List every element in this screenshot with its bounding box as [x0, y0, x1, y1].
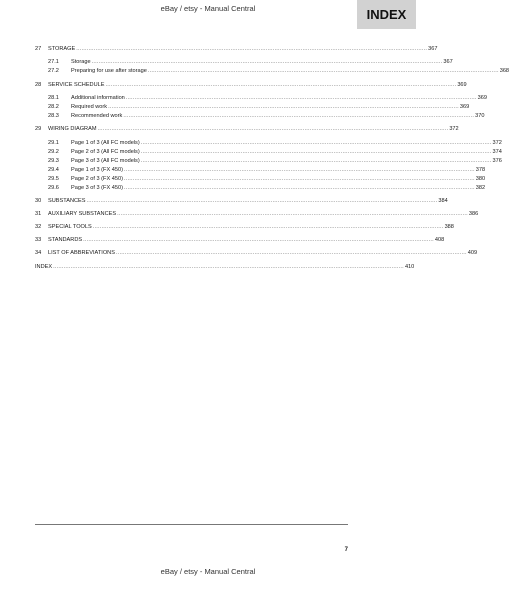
section-tab-index: INDEX: [357, 0, 416, 29]
toc-entry: [35, 223, 454, 231]
toc-entry-title: Storage: [71, 59, 91, 65]
toc-entry-title: Page 1 of 3 (All FC models): [71, 140, 140, 146]
toc-entry-title: Additional information: [71, 95, 125, 101]
toc-entry-title: STANDARDS: [48, 237, 83, 243]
toc-entry-number: 29.2: [48, 149, 59, 155]
toc-entry-number: 27.1: [48, 59, 59, 65]
toc-entry-page: 386: [468, 211, 479, 217]
toc-entry: [35, 184, 486, 192]
toc-dot-leader: ........................................................................................................................................................................................................: [76, 46, 428, 52]
toc-entry-title: LIST OF ABBREVIATIONS: [48, 250, 115, 256]
toc-entry: [35, 249, 478, 257]
toc-entry-number: 28.1: [48, 95, 59, 101]
watermark-top: eBay / etsy - Manual Central: [160, 4, 256, 13]
toc-entry-title: Preparing for use after storage: [71, 68, 147, 74]
toc-entry-number: 31: [35, 211, 42, 217]
toc-entry-title: STORAGE: [48, 46, 76, 52]
toc-entry-title: SERVICE SCHEDULE: [48, 82, 105, 88]
toc-entry-number: 28.2: [48, 104, 59, 110]
toc-entry-page: 372: [449, 126, 459, 132]
toc-entry-page: 372: [492, 140, 502, 146]
toc-entry: [35, 45, 438, 53]
toc-entry-page: 409: [467, 250, 478, 256]
toc-dot-leader: ........................................................................................................................................................................................................: [53, 264, 404, 270]
toc-entry-page: 410: [404, 264, 415, 270]
toc-entry-page: 408: [434, 237, 445, 243]
toc-entry-page: 374: [492, 149, 502, 155]
toc-dot-leader: ........................................................................................................................................................................................................: [123, 167, 475, 173]
toc-entry-number: 27: [35, 46, 42, 52]
toc-entry-number: 28.3: [48, 113, 59, 119]
toc-entry-title: SPECIAL TOOLS: [48, 224, 92, 230]
toc-dot-leader: ........................................................................................................................................................................................................: [108, 104, 459, 110]
toc-entry: [35, 94, 487, 102]
toc-dot-leader: ........................................................................................................................................................................................................: [105, 82, 457, 88]
toc-entry-title: SUBSTANCES: [48, 198, 86, 204]
watermark-bottom: eBay / etsy - Manual Central: [160, 567, 256, 576]
toc-entry: [35, 197, 448, 205]
toc-entry-number: 29.3: [48, 158, 59, 164]
page-number: 7: [344, 547, 348, 553]
toc-entry-page: 376: [492, 158, 502, 164]
toc-dot-leader: ........................................................................................................................................................................................................: [123, 185, 475, 191]
toc-entry-page: 378: [475, 167, 486, 173]
toc-entry-title: AUXILIARY SUBSTANCES: [48, 211, 117, 217]
toc-entry: [35, 236, 445, 244]
toc-dot-leader: ........................................................................................................................................................................................................: [140, 149, 492, 155]
toc-dot-leader: ........................................................................................................................................................................................................: [117, 211, 468, 217]
toc-dot-leader: ........................................................................................................................................................................................................: [147, 68, 499, 74]
toc-entry-title: WIRING DIAGRAM: [48, 126, 97, 132]
toc-entry-title: Page 1 of 3 (FX 450): [71, 167, 123, 173]
footer-rule: [35, 524, 348, 525]
toc-entry: [35, 210, 479, 218]
toc-dot-leader: ........................................................................................................................................................................................................: [140, 140, 492, 146]
toc-entry: [35, 67, 509, 75]
toc-entry: [35, 103, 470, 111]
toc-dot-leader: ........................................................................................................................................................................................................: [97, 126, 449, 132]
toc-dot-leader: ........................................................................................................................................................................................................: [140, 158, 492, 164]
toc-entry: [35, 81, 467, 89]
toc-entry-number: 30: [35, 198, 42, 204]
toc-dot-leader: ........................................................................................................................................................................................................: [115, 250, 467, 256]
toc-entry: [35, 112, 485, 120]
toc-dot-leader: ........................................................................................................................................................................................................: [125, 95, 477, 101]
toc-entry-title: Page 2 of 3 (All FC models): [71, 149, 140, 155]
toc-entry-title: INDEX: [35, 264, 53, 270]
toc-entry-page: 384: [438, 198, 448, 204]
toc-dot-leader: ........................................................................................................................................................................................................: [123, 176, 475, 182]
toc-entry-title: Page 3 of 3 (All FC models): [71, 158, 140, 164]
toc-entry-number: 28: [35, 82, 42, 88]
toc-entry-page: 367: [443, 59, 453, 65]
toc-entry-number: 33: [35, 237, 42, 243]
toc-entry: [35, 157, 502, 165]
toc-dot-leader: ........................................................................................................................................................................................................: [83, 237, 434, 243]
toc-entry-page: 369: [459, 104, 470, 110]
toc-entry-page: 380: [475, 176, 486, 182]
toc-entry: [35, 139, 502, 147]
toc-entry-number: 29.4: [48, 167, 59, 173]
toc-entry-page: 370: [475, 113, 485, 119]
toc-entry-page: 369: [457, 82, 467, 88]
toc-dot-leader: ........................................................................................................................................................................................................: [86, 198, 438, 204]
toc-entry: [35, 175, 486, 183]
toc-entry-number: 34: [35, 250, 42, 256]
toc-entry-number: 29.5: [48, 176, 59, 182]
toc-entry-title: Page 3 of 3 (FX 450): [71, 185, 123, 191]
toc-entry-page: 367: [428, 46, 438, 52]
toc-entry-page: 388: [444, 224, 454, 230]
toc-entry: [35, 166, 486, 174]
toc-entry-number: 27.2: [48, 68, 59, 74]
toc-entry-page: 369: [477, 95, 487, 101]
toc-dot-leader: ........................................................................................................................................................................................................: [91, 59, 443, 65]
toc-entry-page: 368: [499, 68, 509, 74]
toc-dot-leader: ........................................................................................................................................................................................................: [92, 224, 444, 230]
toc-entry-number: 29.6: [48, 185, 59, 191]
toc-entry-page: 382: [475, 185, 486, 191]
toc-entry-number: 29.1: [48, 140, 59, 146]
toc-entry-number: 32: [35, 224, 42, 230]
toc-entry-title: Page 2 of 3 (FX 450): [71, 176, 123, 182]
toc-entry-number: 29: [35, 126, 42, 132]
toc-entry: [35, 125, 459, 133]
toc-entry-title: Recommended work: [71, 113, 123, 119]
toc-entry: [35, 263, 415, 271]
toc-entry: [35, 58, 453, 66]
toc-entry: [35, 148, 502, 156]
toc-entry-title: Required work: [71, 104, 108, 110]
toc-dot-leader: ........................................................................................................................................................................................................: [123, 113, 475, 119]
